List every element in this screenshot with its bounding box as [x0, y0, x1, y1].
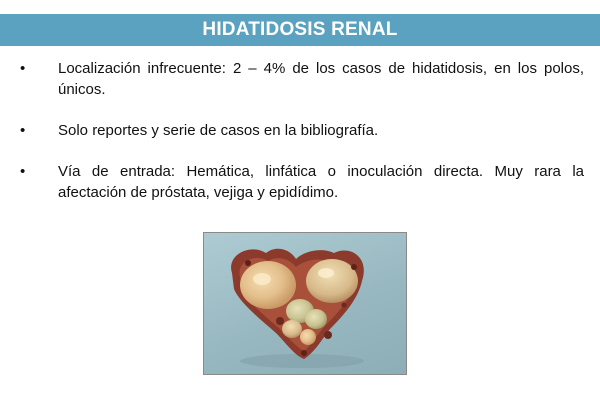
bullet-list [18, 58, 584, 203]
kidney-hydatid-specimen-image [204, 233, 407, 375]
specimen-photo [203, 232, 407, 375]
slide-title: HIDATIDOSIS RENAL [202, 19, 398, 40]
bullet-marker: • [20, 60, 26, 77]
bullet-item [18, 161, 584, 203]
bullet-item [18, 120, 584, 141]
bullet-item [18, 58, 584, 100]
title-bar [0, 14, 600, 46]
bullet-text: Solo reportes y serie de casos en la bibliografía. [58, 122, 379, 139]
bullet-marker: • [20, 122, 26, 139]
bullet-text: Localización infrecuente: 2 – 4% de los casos de hidatidosis, en los polos, únicos. [58, 60, 584, 98]
bullet-text: Vía de entrada: Hemática, linfática o inoculación directa. Muy rara la afectación de próstata, vejiga y epidídimo. [58, 163, 584, 201]
bullet-marker: • [20, 163, 26, 180]
